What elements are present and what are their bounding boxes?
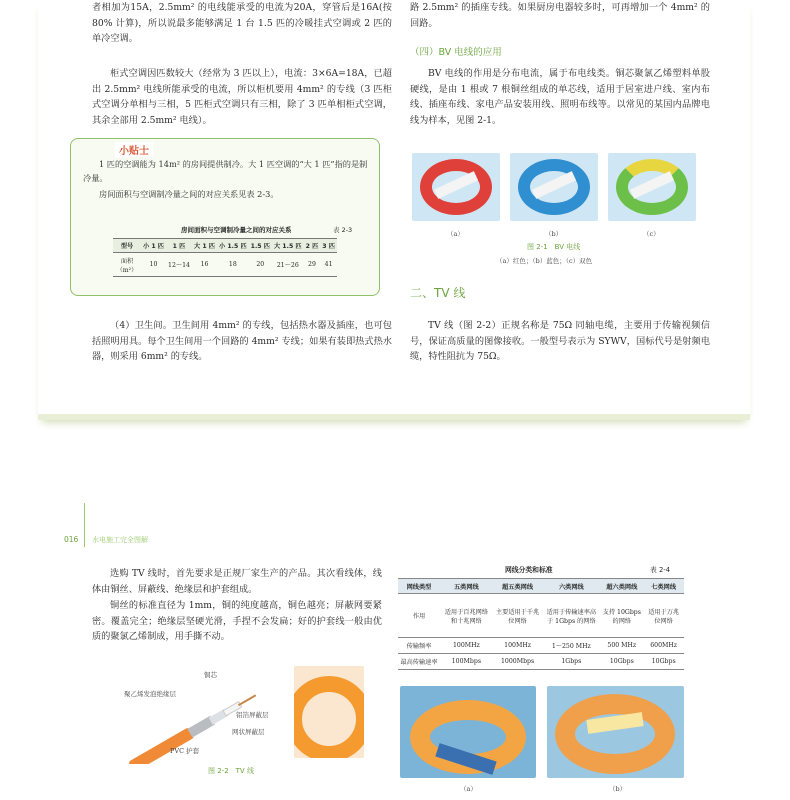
figure-2-1-caption: 图 2-1 BV 电线: [527, 243, 581, 251]
table-cell: 29: [304, 253, 321, 277]
label-braid-shield: 网状屏蔽层: [232, 728, 265, 736]
photo-label-a: （a）: [447, 230, 464, 238]
top-right-para-3: TV 线（图 2-2）正规名称是 75Ω 同轴电缆，主要用于传输视频信号，保证高质量的图像接收。一般型号表示为 SYWV，国标代号是射频电缆，特性阻抗为 75Ω。: [410, 320, 710, 362]
table-cell: 100Mbps: [440, 654, 493, 670]
table-cell: 600MHz: [643, 638, 684, 654]
table-cell: 适用于传输速率高于 1Gbps 的网络: [542, 594, 600, 638]
table-cell: 100MHz: [440, 638, 493, 654]
table-header: 六类网线: [542, 579, 600, 594]
tip-para-1: 1 匹的空调能为 14m² 的房间提供制冷。大 1 匹空调的“大 1 匹”指的是制冷量。: [83, 159, 368, 183]
bottom-left-para-2: 铜丝的标准直径为 1mm，铜的纯度越高，铜色越亮；屏蔽网要紧密。覆盖完全；绝缘层坚硬光滑，手捏不会发扁；好的护套线一般由优质的聚氯乙烯制成，用手撕不动。: [92, 600, 382, 642]
network-table-number: 表 2-4: [650, 566, 671, 574]
table-cell: 支持 10Gbps 的网络: [600, 594, 643, 638]
table-row: [398, 654, 684, 670]
bv-heading: （四）BV 电线的应用: [410, 47, 502, 58]
copper-core: [238, 694, 256, 706]
table-header: 七类网线: [643, 579, 684, 594]
table-cell: 10Gbps: [600, 654, 643, 670]
network-cable-photo-b: [547, 686, 684, 778]
table-row: [398, 638, 684, 654]
figure-2-1-subcaption: （a）红色；（b）蓝色；（c）双色: [496, 257, 593, 265]
table-cell: 作用: [398, 594, 440, 638]
table-header: 1 匹: [166, 239, 192, 253]
tip-table-number: 表 2-3: [333, 226, 353, 234]
label-pvc-jacket: PVC 护套: [170, 747, 200, 755]
table-cell: 41: [320, 253, 337, 277]
table-header: 小 1 匹: [141, 239, 166, 253]
top-right-para-1: 路 2.5mm² 的插座专线。如果厨房电器较多时，可再增加一个 4mm² 的回路。: [410, 2, 710, 29]
photo-label-b: （b）: [545, 230, 563, 238]
book-title: 水电施工完全图解: [92, 536, 148, 544]
table-cell: 主要适用于千兆位网络: [493, 594, 543, 638]
table-cell: 1Gbps: [542, 654, 600, 670]
network-table-title: 网线分类和标准: [505, 566, 553, 574]
section-tv-title: 二、TV 线: [410, 286, 466, 300]
cable-coil-b: [555, 694, 675, 774]
header-divider: [84, 503, 85, 547]
photo-label-c: （c）: [643, 230, 660, 238]
page-number: 016: [64, 535, 79, 544]
table-cell: 500 MHz: [600, 638, 643, 654]
bv-green-photo: [608, 153, 696, 221]
table-header-row: [113, 239, 337, 253]
table-header-row: [398, 579, 684, 594]
table-row: [398, 594, 684, 638]
table-header: 五类网线: [440, 579, 493, 594]
bv-red-photo: [412, 153, 500, 221]
table-header: 大 1 匹: [192, 239, 217, 253]
table-cell: 传输频率: [398, 638, 440, 654]
tip-box: [70, 138, 380, 296]
table-cell: 1000Mbps: [493, 654, 543, 670]
table-cell: 16: [192, 253, 217, 277]
table-header: 大 1.5 匹: [272, 239, 304, 253]
photo-label-a: （a）: [460, 785, 477, 793]
bv-blue-photo: [510, 153, 598, 221]
tip-table-title: 房间面积与空调制冷量之间的对应关系: [181, 226, 292, 234]
label-foam-insulation: 聚乙烯发泡绝缘层: [124, 690, 176, 698]
table-row: [113, 253, 337, 277]
label-copper-core: 铜芯: [204, 671, 217, 679]
table-cell: 面积（m²）: [113, 253, 141, 277]
table-header: 超五类网线: [493, 579, 543, 594]
table-cell: 1～250 MHz: [542, 638, 600, 654]
table-cell: 21～26: [272, 253, 304, 277]
table-header: 超六类网线: [600, 579, 643, 594]
top-right-para-2: BV 电线的作用是分布电流，属于布电线类。铜芯聚氯乙烯塑料单股硬线，是由 1 根或 7 根铜丝组成的单芯线，适用于居室进户线、室内布线、插座布线、家电产品安装用线、照明布线等。以常见的某国内品牌电线为样本，见图 2-1。: [410, 68, 710, 126]
photo-label-b: （b）: [609, 785, 627, 793]
area-cooling-table: [113, 238, 337, 277]
table-cell: 18: [217, 253, 249, 277]
table-header: 1.5 匹: [249, 239, 272, 253]
orange-coil: [294, 676, 364, 758]
table-cell: 12～14: [166, 253, 192, 277]
bottom-left-para-1: 选购 TV 线时，首先要求是正规厂家生产的产品。其次看线体，线体由铜丝、屏蔽线、绝缘层和护套组成。: [92, 568, 382, 595]
table-cell: 100MHz: [493, 638, 543, 654]
top-left-para-1: 者相加为15A，2.5mm² 的电线能承受的电流为20A，穿管后是16A(按80% 计算)，所以说最多能够满足 1 台 1.5 匹的冷暖挂式空调或 2 匹的单冷空调。: [92, 2, 392, 44]
label-foil-shield: 铝箔屏蔽层: [236, 711, 269, 719]
table-cell: 适用于万兆位网络: [643, 594, 684, 638]
table-header: 网线类型: [398, 579, 440, 594]
tip-para-2: 房间面积与空调制冷量之间的对应关系见表 2-3。: [99, 189, 279, 199]
tip-title: 小贴士: [115, 142, 153, 157]
tv-cable-photo: [294, 666, 364, 758]
table-cell: 10: [141, 253, 166, 277]
table-header: 小 1.5 匹: [217, 239, 249, 253]
table-cell: 10Gbps: [643, 654, 684, 670]
table-cell: 适用于百兆网络和十兆网络: [440, 594, 493, 638]
network-cable-photo-a: [400, 686, 536, 778]
table-header: 型号: [113, 239, 141, 253]
network-cable-table: [398, 578, 684, 670]
table-cell: 最高传输速率: [398, 654, 440, 670]
table-cell: 20: [249, 253, 272, 277]
figure-2-2-caption: 图 2-2 TV 线: [208, 767, 254, 775]
top-left-para-2: 柜式空调因匹数较大（经常为 3 匹以上），电流：3×6A=18A，已超出 2.5mm² 电线所能承受的电流，所以柜机要用 4mm² 的专线（3 匹柜式空调分单相与三相，5 匹柜式空调只有三相，除了 3 匹单相柜式空调，其余全部用 2.5mm² 电线）。: [92, 68, 392, 126]
top-left-para-3: （4）卫生间。卫生间用 4mm² 的专线，包括热水器及插座，也可包括照明用具。每个卫生间用一个回路的 4mm² 专线；如果有装即热式热水器，则采用 6mm² 的专线。: [92, 320, 392, 362]
table-header: 3 匹: [320, 239, 337, 253]
table-header: 2 匹: [304, 239, 321, 253]
